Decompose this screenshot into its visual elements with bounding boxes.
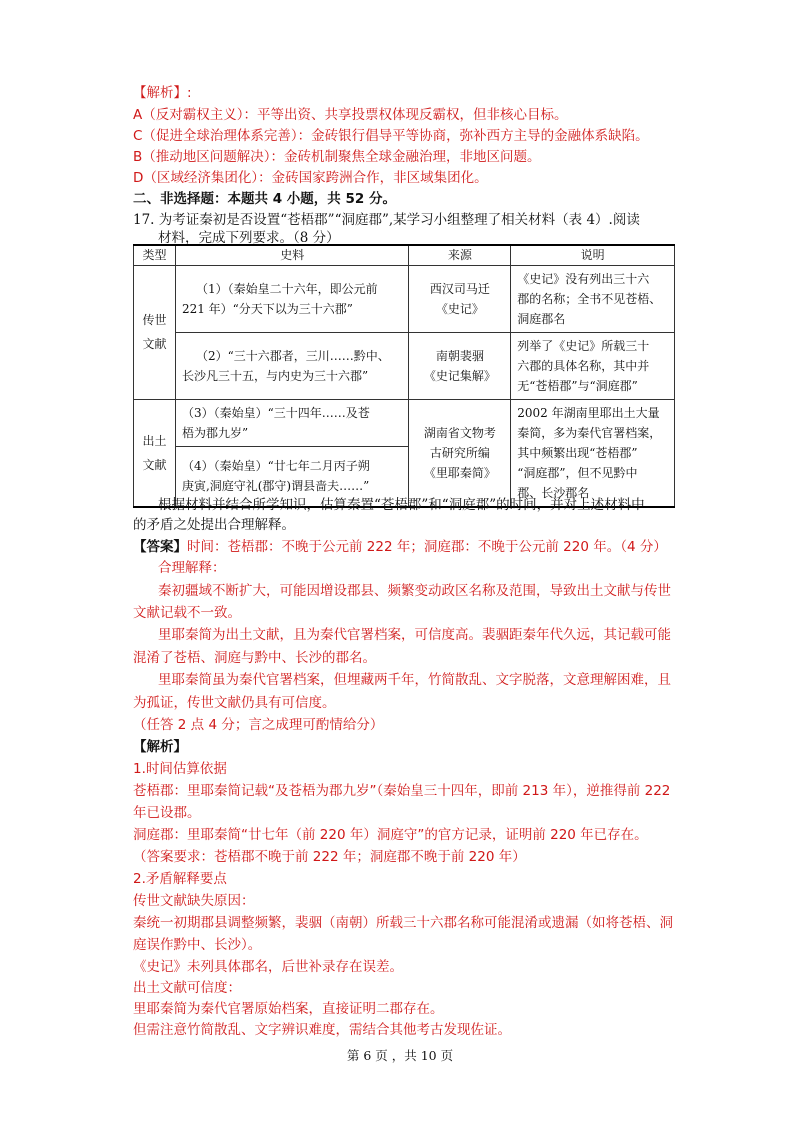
answer-line-8: 为孤证，传世文献仍具有可信度。 [133,695,336,711]
table-row [134,332,675,399]
type-text: 文献 [142,337,167,351]
analysis-line-5: （答案要求：苍梧郡不晚于前 222 年；洞庭郡不晚于前 220 年） [133,849,526,865]
table-row [134,399,675,446]
table-header-row [134,245,675,265]
note-text: 六郡的具体名称，其中并 [517,358,650,373]
analysis-line-7: 传世文献缺失原因： [133,893,255,909]
analysis-option-d: D（区域经济集团化）：金砖国家跨洲合作，非区域集团化。 [133,170,488,186]
requirement-line-1: 根据材料并结合所学知识，估算秦置“苍梧郡”和“洞庭郡”的时间，并对上述材料中 [158,497,645,513]
material-text: 长沙凡三十五，与内史为三十六郡” [181,368,369,383]
requirement-line-2: 的矛盾之处提出合理解释。 [133,517,295,533]
source-text: 西汉司马迁 [429,281,490,296]
question-line-2: 材料，完成下列要求。（8 分） [158,230,340,246]
material-text: 221 年）“分天下以为三十六郡” [181,301,353,316]
table-row [134,265,675,332]
answer-label: 【答案】 [133,539,187,555]
analysis-top-heading: 【解析】: [133,85,192,101]
analysis-line-4: 洞庭郡：里耶秦简“廿七年（前 220 年）洞庭守”的官方记录，证明前 220 年已存在。 [133,827,648,843]
material-cell [175,265,409,332]
analysis-option-a: A（反对霸权主义）：平等出资、共享投票权体现反霸权，但非核心目标。 [133,107,568,123]
answer-line-3: 秦初疆域不断扩大，可能因增设郡县、频繁变动政区名称及范围，导致出土文献与传世 [158,583,671,599]
analysis-heading: 【解析】 [133,739,187,755]
header-source: 来源 [409,245,511,265]
source-text: 南朝裴骃 [435,348,484,363]
note-cell [511,265,675,332]
material-text: 庚寅,洞庭守礼(郡守)谓县啬夫……” [181,479,370,494]
source-cell [409,265,511,332]
note-text: 秦简，多为秦代官署档案， [517,425,662,440]
analysis-line-6: 2.矛盾解释要点 [133,871,227,887]
source-cell [409,399,511,507]
source-text: 湖南省文物考 [423,425,496,440]
header-material: 史料 [175,245,409,265]
answer-time: 时间：苍梧郡：不晚于公元前 222 年；洞庭郡：不晚于公元前 220 年。（4 分） [187,539,667,555]
material-text: 梧为郡九岁” [181,425,249,440]
answer-line-5: 里耶秦简为出土文献，且为秦代官署档案，可信度高。裴骃距秦年代久远，其记载可能 [158,627,671,643]
note-cell [511,332,675,399]
material-text: （3）（秦始皇）“三十四年……及苍 [181,405,370,420]
material-text: （1）（秦始皇二十六年，即公元前 [195,281,378,296]
materials-table [133,244,675,508]
answer-line-2: 合理解释： [158,560,226,576]
note-text: 其中频繁出现“苍梧郡” [517,445,638,460]
analysis-option-b: B（推动地区问题解决）：金砖机制聚焦全球金融治理，非地区问题。 [133,149,541,165]
note-text: 郡、长沙郡名 [517,485,590,500]
type-cell-excavated [134,399,176,507]
note-text: 《史记》没有列出三十六 [517,271,650,286]
question-line-1: 17. 为考证秦初是否设置“苍梧郡”“洞庭郡”,某学习小组整理了相关材料（表 4）.阅读 [133,212,640,228]
answer-line-7: 里耶秦简虽为秦代官署档案，但埋藏两千年，竹简散乱、文字脱落，文意理解困难，且 [158,672,671,688]
answer-line-9: （任答 2 点 4 分；言之成理可酌情给分） [133,717,384,733]
analysis-line-10: 《史记》未列具体郡名，后世补录存在误差。 [133,959,403,975]
material-cell [175,332,409,399]
type-text: 传世 [142,313,167,327]
note-text: 列举了《史记》所载三十 [517,338,650,353]
material-text: （4）（秦始皇）“廿七年二月丙子朔 [181,459,370,474]
source-text: 《史记集解》 [423,368,496,383]
note-text: 2002 年湖南里耶出土大量 [517,405,660,420]
analysis-option-c: C（促进全球治理体系完善）：金砖银行倡导平等协商，弥补西方主导的金融体系缺陷。 [133,128,649,144]
type-text: 出土 [142,433,167,448]
type-cell-transmitted [134,265,176,399]
source-text: 《里耶秦简》 [423,465,496,480]
analysis-line-8: 秦统一初期郡县调整频繁，裴骃（南朝）所载三十六郡名称可能混淆或遗漏（如将苍梧、洞 [133,915,673,931]
note-cell [511,399,675,507]
source-text: 古研究所编 [429,445,490,460]
header-note: 说明 [511,245,675,265]
type-text: 文献 [142,457,167,472]
section-title: 二、非选择题：本题共 4 小题，共 52 分。 [133,191,396,207]
analysis-line-11: 出土文献可信度： [133,980,241,996]
analysis-line-9: 庭误作黔中、长沙）。 [133,937,262,953]
source-text: 《史记》 [435,301,484,316]
source-cell [409,332,511,399]
analysis-line-2: 苍梧郡：里耶秦简记载“及苍梧为郡九岁”（秦始皇三十四年，即前 213 年），逆推得前 222 [133,783,671,799]
page-number: 第 6 页 ，共 10 页 [346,1048,454,1063]
analysis-line-13: 但需注意竹简散乱、文字辨识难度，需结合其他考古发现佐证。 [133,1022,511,1038]
answer-line-1 [133,536,667,558]
analysis-line-12: 里耶秦简为秦代官署原始档案，直接证明二郡存在。 [133,1001,444,1017]
answer-line-4: 文献记载不一致。 [133,605,241,621]
material-cell [175,399,409,446]
analysis-line-1: 1.时间估算依据 [133,761,227,777]
note-text: 无“苍梧郡”与“洞庭郡” [517,378,638,393]
note-text: “洞庭郡”，但不见黔中 [517,465,638,480]
material-text: （2）“三十六郡者，三川……黔中、 [195,348,390,363]
note-text: 郡的名称；全书不见苍梧、 [517,291,662,306]
header-type: 类型 [134,245,176,265]
answer-line-6: 混淆了苍梧、洞庭与黔中、长沙的郡名。 [133,650,376,666]
analysis-line-3: 年已设郡。 [133,805,201,821]
note-text: 洞庭郡名 [517,311,566,326]
